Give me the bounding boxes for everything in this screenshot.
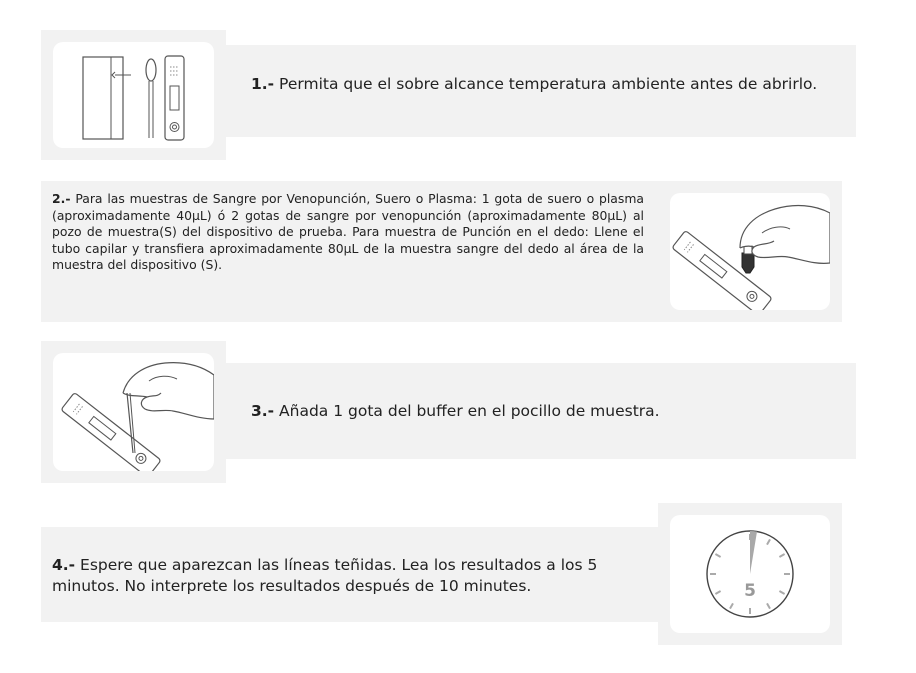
step-2-image-box	[658, 181, 842, 322]
step-2-number: 2.-	[52, 191, 71, 206]
step-3-description: Añada 1 gota del buffer en el pocillo de muestra.	[279, 402, 660, 420]
kit-contents-icon	[53, 42, 214, 148]
step-2-text	[52, 191, 644, 274]
step-1-image-box	[41, 30, 226, 160]
step-1-description: Permita que el sobre alcance temperatura ambiente antes de abrirlo.	[279, 75, 818, 93]
dropper-on-cassette-icon	[670, 193, 830, 310]
step-1-text	[251, 74, 829, 95]
step-4-text	[52, 555, 658, 597]
capillary-on-cassette-icon	[53, 353, 214, 471]
timer-label: 5	[744, 581, 756, 601]
step-3-image-box	[41, 341, 226, 483]
step-4-number: 4.-	[52, 556, 76, 574]
step-4-description: Espere que aparezcan las líneas teñidas. Lea los resultados a los 5 minutos. No interprete los resultados después de 10 minutes.	[52, 556, 598, 595]
step-4-image-box	[658, 503, 842, 645]
timer-icon	[670, 515, 830, 633]
step-2-description: Para las muestras de Sangre por Venopunción, Suero o Plasma: 1 gota de suero o plasma (aproximadamente 40µL) ó 2 gotas de sangre por venopunción (aproximadamente 80µL) al pozo de muestra(S) del dispositivo de prueba. Para muestra de Punción en el dedo: Llene el tubo capilar y transfiera aproximadamente 80µL de la muestra sangre del dedo al área de la muestra del dispositivo (S).	[52, 191, 644, 273]
step-1-number: 1.-	[251, 75, 275, 93]
step-3-text	[251, 401, 841, 422]
step-3-number: 3.-	[251, 402, 275, 420]
